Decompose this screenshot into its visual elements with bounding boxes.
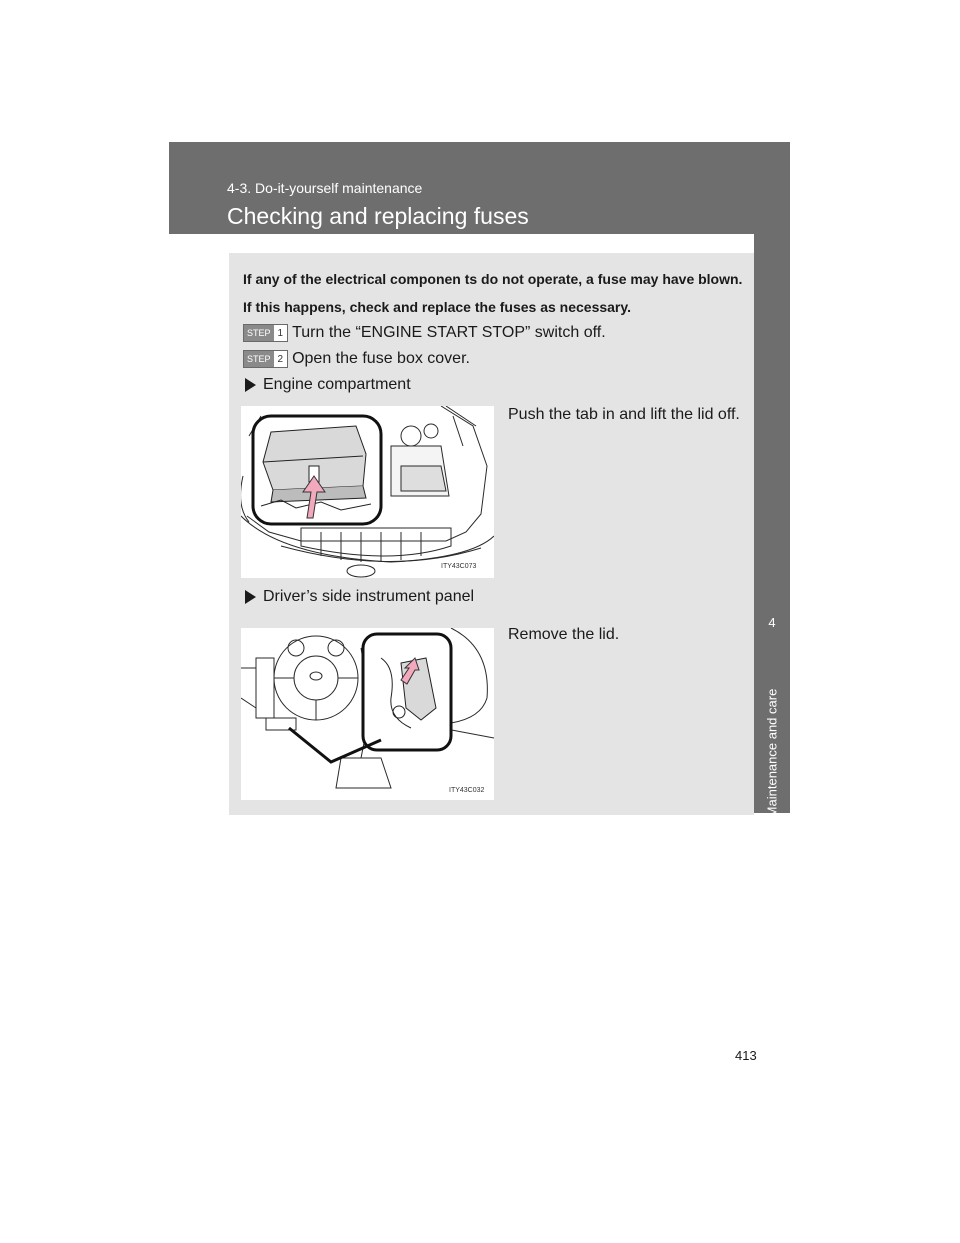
chapter-label: Maintenance and care	[764, 688, 780, 818]
step-2	[243, 350, 470, 368]
triangle-bullet-icon	[245, 590, 256, 604]
chapter-header	[169, 142, 790, 234]
step-badge: STEP 2	[243, 350, 288, 368]
step-badge: STEP 1	[243, 324, 288, 342]
section-title: 4-3. Do-it-yourself maintenance	[227, 180, 423, 196]
chapter-side-tab	[754, 233, 790, 818]
figure-code: ITY43C032	[449, 787, 485, 794]
figure-code: ITY43C073	[441, 563, 477, 570]
engine-instruction: Push the tab in and lift the lid off.	[508, 406, 740, 423]
section-heading-engine: Engine compartment	[245, 376, 411, 394]
step-text: Open the fuse box cover.	[292, 350, 470, 367]
chapter-number: 4	[768, 615, 776, 630]
section-heading-instrument-panel: Driver’s side instrument panel	[245, 588, 474, 606]
triangle-bullet-icon	[245, 378, 256, 392]
instrument-panel-illustration	[241, 628, 494, 800]
engine-compartment-illustration	[241, 406, 494, 578]
page-number: 413	[735, 1048, 757, 1063]
step-1	[243, 324, 606, 342]
instrument-panel-instruction: Remove the lid.	[508, 626, 620, 643]
step-text: Turn the “ENGINE START STOP” switch off.	[292, 324, 606, 341]
page-title: Checking and replacing fuses	[227, 203, 529, 229]
intro-text: If any of the electrical componen ts do not operate, a fuse may have blown. If this happens, check and replace the fuses as necessary.	[243, 271, 743, 315]
